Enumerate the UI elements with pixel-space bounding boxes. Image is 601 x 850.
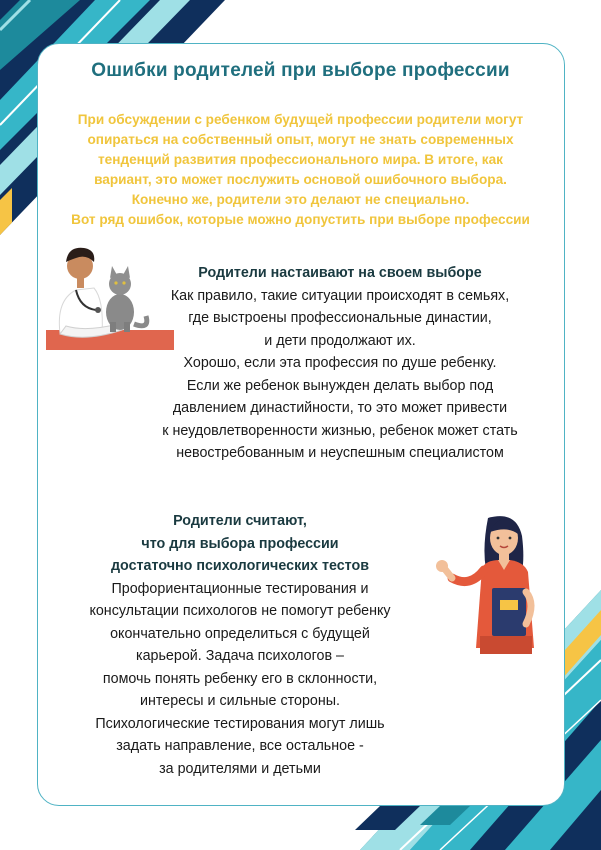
section-psych-tests (40, 510, 440, 780)
section-line: Если же ребенок вынужден делать выбор под (186, 377, 494, 394)
section-line: где выстроены профессиональные династии, (188, 310, 492, 326)
section-line: окончательно определиться с будущей (110, 625, 370, 642)
section-line: невостребованным и неуспешным специалистом (176, 445, 504, 461)
section-line: интересы и сильные стороны. (139, 693, 341, 709)
intro-line: тенденций развития профессионального мира. В итоге, как (98, 152, 503, 167)
section-line: к неудовлетворенности жизнью, ребенок может стать (162, 422, 518, 439)
woman-with-book-illustration (430, 508, 554, 654)
section-line: Психологические тестирования могут лишь (95, 715, 385, 732)
section-line: помочь понять ребенку его в склонности, (102, 670, 378, 687)
section-line: и дети продолжают их. (264, 332, 416, 349)
section-line: давлением династийности, то это может привести (172, 400, 508, 416)
section-dynasty (120, 262, 560, 465)
section-line: консультации психологов не помогут ребенку (89, 603, 391, 619)
intro-line: Вот ряд ошибок, которые можно допустить при выборе профессии (71, 212, 530, 227)
section-line: Хорошо, если эта профессия по душе ребенку. (183, 355, 497, 371)
section-heading: что для выбора профессии (141, 535, 339, 552)
intro-paragraph (40, 110, 561, 230)
section-heading: Родители настаивают на своем выборе (198, 265, 482, 281)
section-heading: достаточно психологических тестов (110, 558, 369, 574)
section-line: карьерой. Задача психологов – (136, 648, 344, 664)
intro-line: Конечно же, родители это делают не специально. (131, 192, 470, 207)
section-line: Профориентационные тестирования и (111, 580, 369, 597)
intro-line: опираться на собственный опыт, могут не знать современных (87, 132, 514, 147)
intro-line: вариант, это может послужить основой ошибочного выбора. (94, 172, 507, 187)
section-line: за родителями и детьми (159, 760, 321, 777)
page-title: Ошибки родителей при выборе профессии (91, 60, 510, 81)
section-line: Как правило, такие ситуации происходят в семьях, (170, 287, 510, 304)
intro-line: При обсуждении с ребенком будущей профессии родители могут (77, 112, 524, 127)
section-heading: Родители считают, (173, 513, 307, 529)
section-line: задать направление, все остальное - (116, 738, 364, 754)
